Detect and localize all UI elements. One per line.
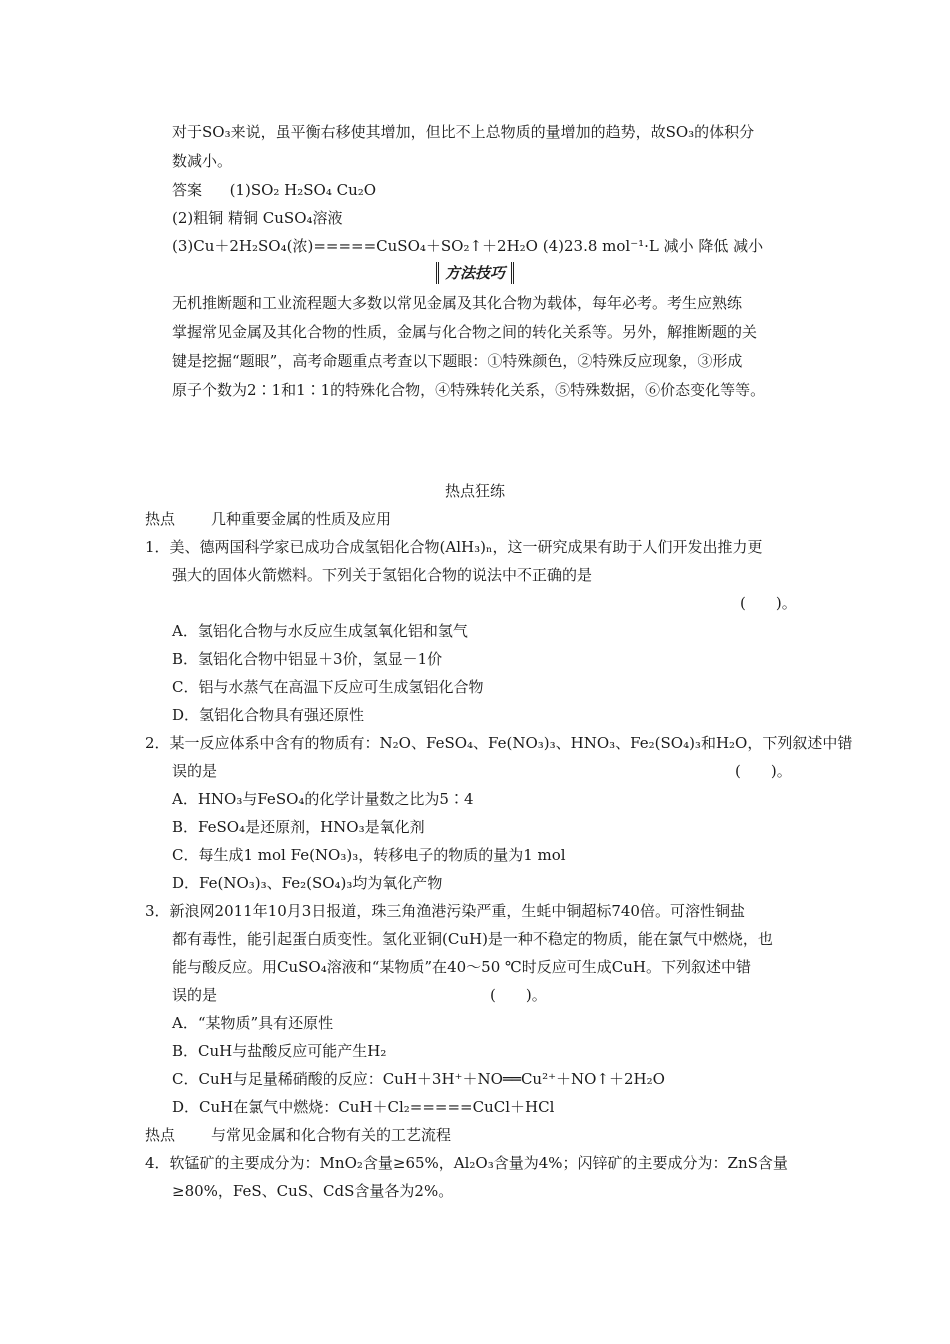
method-line-3: 键是挖掘“题眼”，高考命题重点考查以下题眼：①特殊颜色，②特殊反应现象，③形成 [172, 352, 743, 370]
section-1-label: 热点 [145, 510, 176, 528]
section-1-title: 几种重要金属的性质及应用 [211, 510, 392, 528]
answer-line-2: (2)粗铜 精铜 CuSO₄溶液 [172, 209, 343, 227]
q3-line-1: 3．新浪网2011年10月3日报道，珠三角渔港污染严重，生蚝中铜超标740倍。可溶性铜盐 [145, 902, 745, 920]
q3-answer-paren: ( )。 [490, 986, 547, 1004]
section-2-heading [145, 1125, 451, 1145]
q1-line-1: 1．美、德两国科学家已成功合成氢铝化合物(AlH₃)ₙ，这一研究成果有助于人们开发出推力更 [145, 538, 763, 556]
method-line-1: 无机推断题和工业流程题大多数以常见金属及其化合物为载体，每年必考。考生应熟练 [172, 294, 743, 312]
section-1-heading [145, 509, 391, 529]
q1-option-d: D．氢铝化合物具有强还原性 [172, 706, 365, 724]
method-badge-wrap [0, 262, 950, 286]
q2-option-c: C．每生成1 mol Fe(NO₃)₃，转移电子的物质的量为1 mol [172, 846, 566, 864]
answer-part-1: (1)SO₂ H₂SO₄ Cu₂O [229, 181, 377, 199]
q4-line-1: 4．软锰矿的主要成分为：MnO₂含量≥65%，Al₂O₃含量为4%；闪锌矿的主要成分为：ZnS含量 [145, 1154, 788, 1172]
q3-line-2: 都有毒性，能引起蛋白质变性。氢化亚铜(CuH)是一种不稳定的物质，能在氯气中燃烧，也 [172, 930, 773, 948]
q2-option-a: A．HNO₃与FeSO₄的化学计量数之比为5∶4 [172, 790, 474, 808]
q1-option-c: C．铝与水蒸气在高温下反应可生成氢铝化合物 [172, 678, 484, 696]
practice-title: 热点狂练 [444, 482, 505, 500]
answer-line-1 [172, 180, 376, 200]
method-line-2: 掌握常见金属及其化合物的性质，金属与化合物之间的转化关系等。另外，解推断题的关 [172, 323, 758, 341]
q1-line-2: 强大的固体火箭燃料。下列关于氢铝化合物的说法中不正确的是 [172, 566, 593, 584]
q3-option-a: A．“某物质”具有还原性 [172, 1014, 334, 1032]
method-badge: 方法技巧 [436, 262, 514, 284]
q2-answer-paren: ( )。 [735, 762, 792, 780]
q2-option-d: D．Fe(NO₃)₃、Fe₂(SO₄)₃均为氧化产物 [172, 874, 443, 892]
q1-option-a: A．氢铝化合物与水反应生成氢氧化铝和氢气 [172, 622, 468, 640]
q2-line-1: 2．某一反应体系中含有的物质有：N₂O、FeSO₄、Fe(NO₃)₃、HNO₃、Fe₂(SO₄)₃和H₂O，下列叙述中错 [145, 734, 853, 752]
q3-line-4: 误的是 [172, 986, 218, 1004]
section-2-title: 与常见金属和化合物有关的工艺流程 [211, 1126, 452, 1144]
q3-option-c: C．CuH与足量稀硝酸的反应：CuH＋3H⁺＋NO══Cu²⁺＋NO↑＋2H₂O [172, 1070, 665, 1088]
section-2-label: 热点 [145, 1126, 176, 1144]
answer-label: 答案 [172, 181, 203, 199]
method-line-4: 原子个数为2∶1和1∶1的特殊化合物，④特殊转化关系，⑤特殊数据，⑥价态变化等等。 [172, 381, 766, 399]
intro-line-1: 对于SO₃来说，虽平衡右移使其增加，但比不上总物质的量增加的趋势，故SO₃的体积分 [172, 123, 755, 141]
q1-option-b: B．氢铝化合物中铝显＋3价，氢显－1价 [172, 650, 443, 668]
q2-option-b: B．FeSO₄是还原剂，HNO₃是氧化剂 [172, 818, 425, 836]
q3-option-d: D．CuH在氯气中燃烧：CuH＋Cl₂=====CuCl＋HCl [172, 1098, 555, 1116]
q4-line-2: ≥80%，FeS、CuS、CdS含量各为2%。 [172, 1182, 454, 1200]
q3-option-b: B．CuH与盐酸反应可能产生H₂ [172, 1042, 387, 1060]
q3-line-3: 能与酸反应。用CuSO₄溶液和“某物质”在40～50 ℃时反应可生成CuH。下列叙述中错 [172, 958, 752, 976]
intro-line-2: 数减小。 [172, 152, 233, 170]
answer-line-3: (3)Cu＋2H₂SO₄(浓)=====CuSO₄＋SO₂↑＋2H₂O (4)23.8 mol⁻¹·L 减小 降低 减小 [172, 237, 764, 255]
q1-answer-paren: ( )。 [740, 594, 797, 612]
q2-line-2: 误的是 [172, 762, 218, 780]
